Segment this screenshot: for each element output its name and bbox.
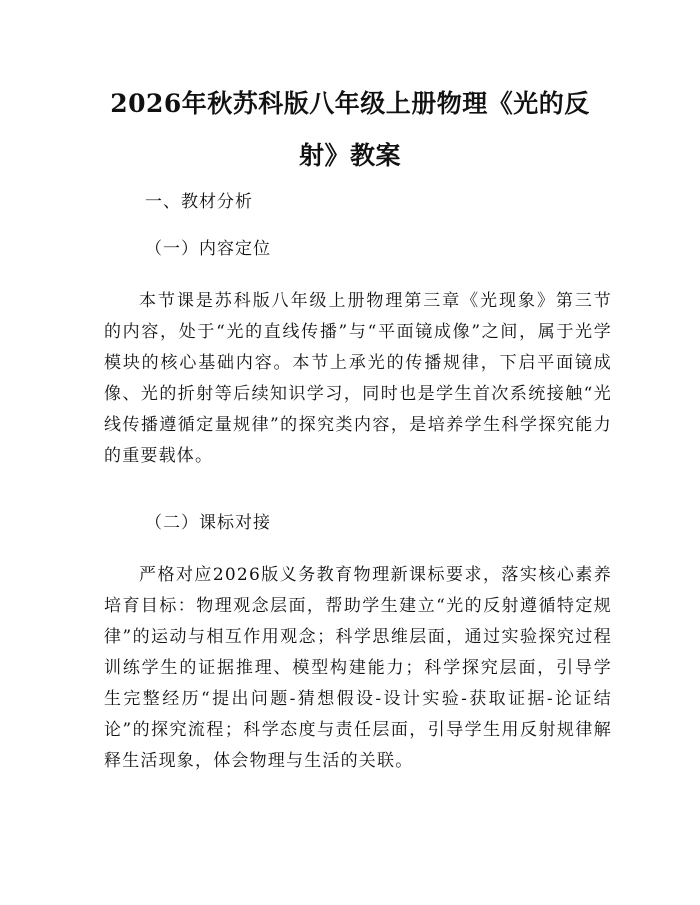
paragraph-curriculum-alignment: 严格对应2026版义务教育物理新课标要求，落实核心素养培育目标：物理观念层面，帮助学生建立“光的反射遵循特定规律”的运动与相互作用观念；科学思维层面，通过实验探究过程训练学生的证据推理、模型构建能力；科学探究层面，引导学生完整经历“提出问题-猜想假设-设计实验-获取证据-论证结论”的探究流程；科学态度与责任层面，引导学生用反射规律解释生活现象，体会物理与生活的关联。 xyxy=(104,565,612,771)
subsection-heading-content-positioning: （一）内容定位 xyxy=(145,239,271,259)
document-title: 2026年秋苏科版八年级上册物理《光的反射》教案 xyxy=(110,89,590,170)
section-heading-textbook-analysis: 一、教材分析 xyxy=(145,192,253,212)
paragraph-content-positioning: 本节课是苏科版八年级上册物理第三章《光现象》第三节的内容，处于“光的直线传播”与“平面镜成像”之间，属于光学模块的核心基础内容。本节上承光的传播规律，下启平面镜成像、光的折射等后续知识学习，同时也是学生首次系统接触“光线传播遵循定量规律”的探究类内容，是培养学生科学探究能力的重要载体。 xyxy=(104,291,612,466)
subsection-heading-curriculum-alignment: （二）课标对接 xyxy=(145,513,271,533)
